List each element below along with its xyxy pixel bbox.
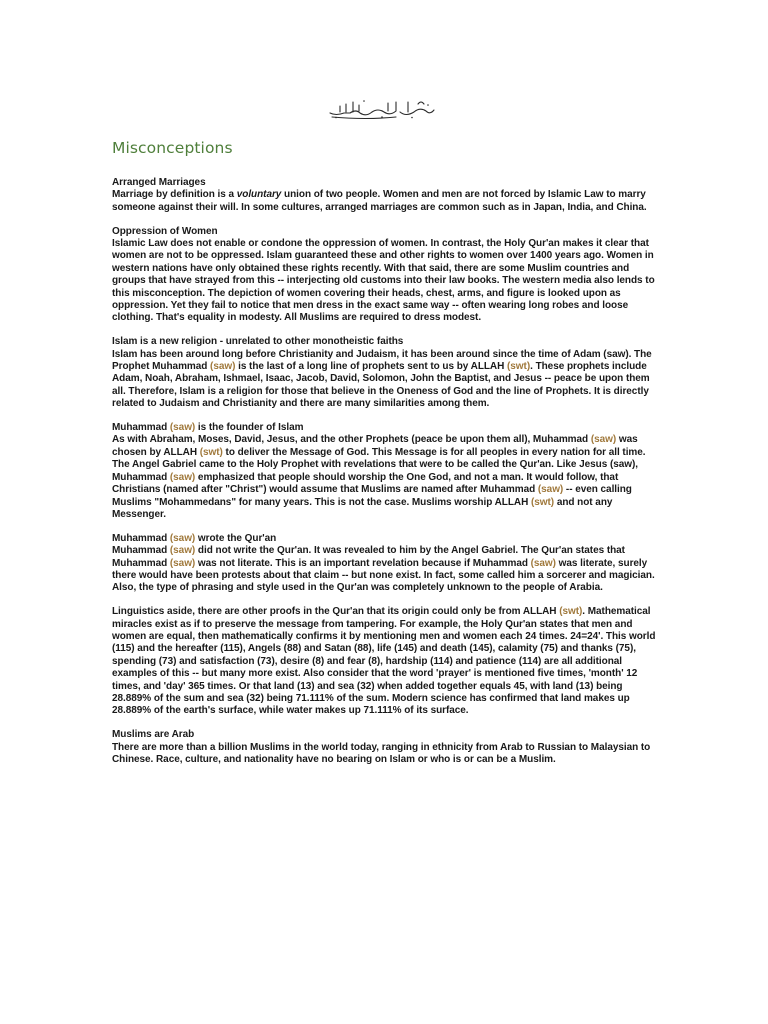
section-oppression-of-women bbox=[112, 226, 657, 325]
body-text: did not write the Qur'an. It was revealed to him by the Angel Gabriel. The Qur'an states that Muhammad bbox=[112, 545, 625, 569]
honorific: (saw) bbox=[590, 434, 617, 446]
body-text: Linguistics aside, there are other proofs in the Qur'an that its origin could only be from ALLAH bbox=[112, 606, 560, 618]
body-text: is the last of a long line of prophets sent to us by ALLAH bbox=[235, 361, 508, 373]
honorific: (swt) bbox=[507, 361, 531, 373]
honorific: (swt) bbox=[199, 446, 223, 458]
section-heading: Islam is a new religion - unrelated to other monotheistic faiths bbox=[112, 336, 404, 348]
body-text: Muhammad bbox=[112, 545, 170, 557]
section-heading bbox=[112, 422, 657, 434]
section-heading: Muslims are Arab bbox=[112, 729, 195, 741]
honorific: (saw) bbox=[537, 484, 564, 496]
honorific: (swt) bbox=[531, 496, 555, 508]
section-body bbox=[112, 606, 657, 718]
honorific: (saw) bbox=[169, 545, 196, 557]
body-text: and not any Messenger. bbox=[112, 496, 613, 520]
honorific: (saw) bbox=[169, 557, 196, 569]
honorific: (saw) bbox=[169, 422, 196, 434]
body-text: to deliver the Message of God. This Message is for all peoples in every nation for all time. The Angel Gabriel came to the Holy Prophet with revelations that were to be called the Qur'an. Like Jesus (saw), Muhammad bbox=[112, 446, 646, 483]
section-heading bbox=[112, 533, 657, 545]
section-body: There are more than a billion Muslims in the world today, ranging in ethnicity from Arab to Russian to Malaysian to Chinese. Race, culture, and nationality have no bearing on Islam or who is or can be a Muslim. bbox=[112, 741, 651, 765]
honorific: (saw) bbox=[210, 361, 236, 373]
basmala-calligraphy-icon bbox=[326, 96, 438, 120]
honorific: (saw) bbox=[169, 532, 196, 544]
body-text: union of two people. Women and men are not forced by Islamic Law to marry someone against their will. In some cultures, arranged marriages are common such as in Japan, India, and China. bbox=[112, 189, 647, 213]
section-heading: Oppression of Women bbox=[112, 225, 218, 237]
section-body bbox=[112, 545, 657, 595]
section-arranged-marriages bbox=[112, 177, 657, 214]
body-text: was not literate. This is an important revelation because if Muhammad bbox=[195, 557, 531, 569]
section-new-religion bbox=[112, 336, 657, 410]
body-text: As with Abraham, Moses, David, Jesus, and the other Prophets (peace be upon them all), Muhammad bbox=[112, 434, 591, 446]
heading-text: Muhammad bbox=[112, 532, 170, 544]
body-text: -- even calling Muslims "Mohammedans" for many years. This is not the case. Muslims worship ALLAH bbox=[112, 484, 632, 508]
document-body bbox=[112, 177, 657, 778]
section-body bbox=[112, 349, 657, 411]
honorific: (saw) bbox=[169, 471, 196, 483]
section-heading: Arranged Marriages bbox=[112, 177, 206, 188]
body-text: emphasized that people should worship the One God, and not a man. It would follow, that Christians (named after "Christ") would assume that Muslims are named after Muhammad bbox=[112, 471, 619, 496]
section-muslims-are-arab bbox=[112, 729, 657, 766]
heading-text: is the founder of Islam bbox=[195, 422, 304, 434]
body-text: Marriage by definition is a bbox=[112, 189, 237, 201]
body-text: was chosen by ALLAH bbox=[112, 434, 638, 458]
section-wrote-the-quran bbox=[112, 533, 657, 595]
honorific: (swt) bbox=[559, 606, 583, 618]
heading-text: Muhammad bbox=[112, 422, 170, 434]
emphasis-text: voluntary bbox=[236, 189, 282, 201]
section-linguistics-proofs bbox=[112, 606, 657, 718]
section-body bbox=[112, 434, 657, 521]
body-text: Islam has been around long before Christianity and Judaism, it has been around since the time of Adam (saw). The Prophet Muhammad bbox=[112, 348, 652, 373]
body-text: . Mathematical miracles exist as if to preserve the message from tampering. For example, the Holy Qur'an states that men and women are equal, then mathematically confirms it by mentioning men and women each 24 times. 24=24'. This world (115) and the hereafter (115), Angels (88) and Satan (88), life (145) and death (145), calamity (75) and thanks (75), spending (73) and satisfaction (73), desire (8) and fear (8), hardship (114) and patience (114) are all additional examples of this -- but many more exist. Also consider that the word 'prayer' is mentioned five times, 'month' 12 times, and 'day' 365 times. Or that land (13) and sea (32) when added together equals 45, with land (13) being 28.889% of the sum and sea (32) being 71.111% of the sum. Modern science has confirmed that land makes up 28.889% of the earth's surface, while water makes up 71.111% of its surface. bbox=[112, 606, 656, 717]
section-body: Islamic Law does not enable or condone the oppression of women. In contrast, the Holy Qur'an makes it clear that women are not to be oppressed. Islam guaranteed these and other rights to women over 1400 years ago. Women in western nations have only obtained these rights recently. With that said, there are some Muslim countries and groups that have strayed from this -- interjecting old customs into their law books. The western media also lends to this misconception. The depiction of women covering their heads, chest, arms, and figure is looked upon as oppression. Yet they fail to notice that men dress in the exact same way -- often wearing long robes and loose clothing. That's equality in modesty. All Muslims are required to dress modest. bbox=[112, 238, 655, 324]
section-founder-of-islam bbox=[112, 422, 657, 521]
body-text: was literate, surely there would have been protests about that claim -- but none exist. In fact, some called him a sorcerer and magician. Also, the type of phrasing and style used in the Qur'an was completely unknown to the people of Arabia. bbox=[112, 557, 655, 594]
page-title: Misconceptions bbox=[112, 139, 233, 157]
heading-text: wrote the Qur'an bbox=[195, 532, 277, 544]
body-text: . These prophets include Adam, Noah, Abraham, Ishmael, Isaac, Jacob, David, Solomon, John the Baptist, and Jesus -- peace be upon them all. Therefore, Islam is a religion for those that believe in the Oneness of God and the line of Prophets. It is directly related to Judaism and Christianity and there are many similarities among them. bbox=[112, 361, 650, 410]
honorific: (saw) bbox=[530, 557, 556, 569]
section-body bbox=[112, 189, 657, 214]
